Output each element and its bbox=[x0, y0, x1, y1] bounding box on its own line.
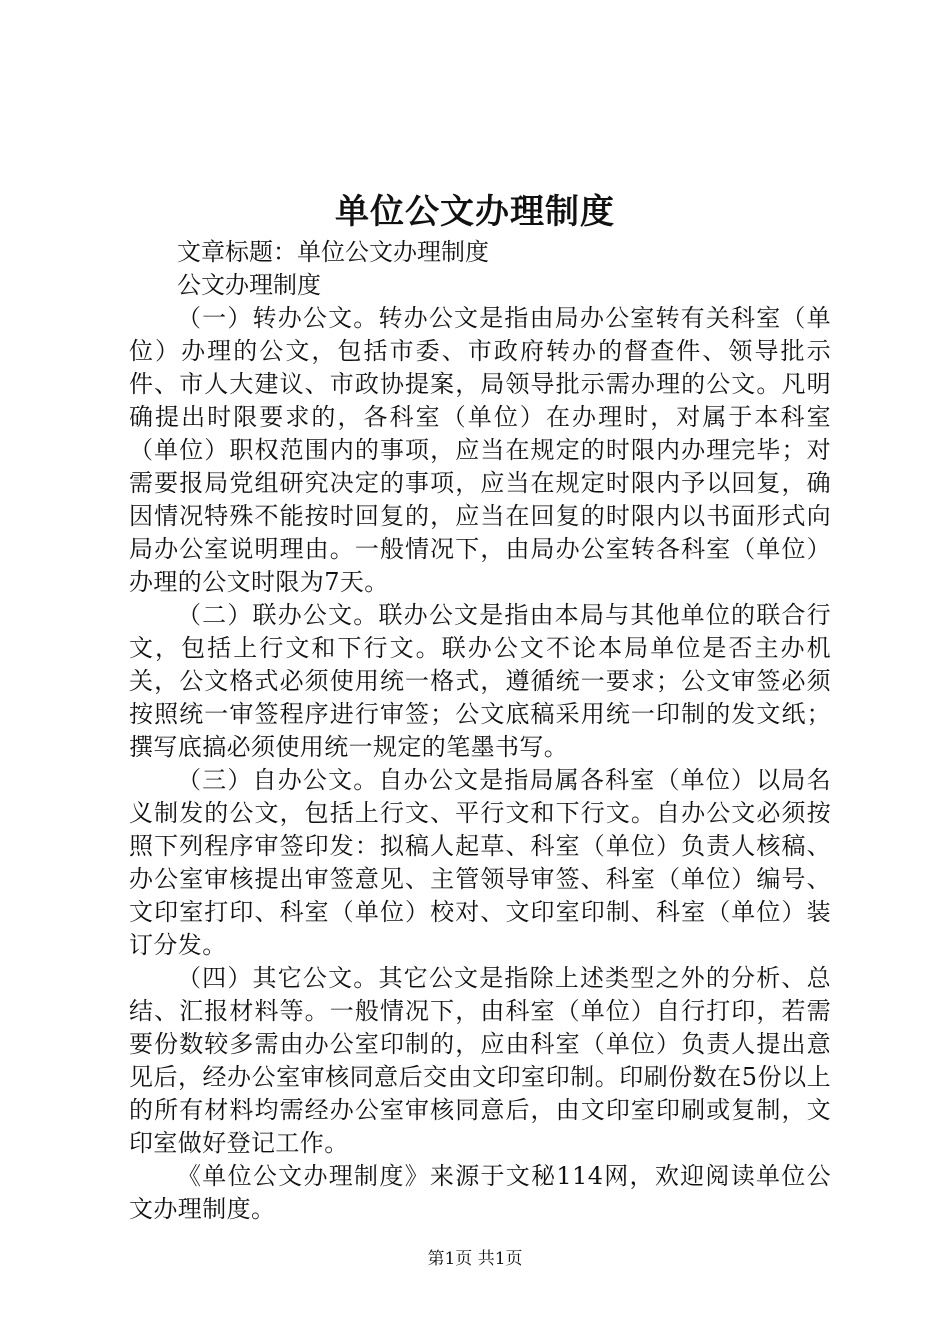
document-title: 单位公文办理制度 bbox=[335, 192, 615, 232]
paragraph-self-issued-documents: （三）自办公文。自办公文是指局属各科室（单位）以局名义制发的公文，包括上行文、平行文和下行文。自办公文必须按照下列程序审签印发：拟稿人起草、科室（单位）负责人核稿、办公室审核提出审签意见、主管领导审签、科室（单位）编号、文印室打印、科室（单位）校对、文印室印制、科室（单位）装订分发。 bbox=[129, 766, 831, 959]
section-heading: 公文办理制度 bbox=[177, 271, 321, 299]
paragraph-source-note: 《单位公文办理制度》来源于文秘114网，欢迎阅读单位公文办理制度。 bbox=[129, 1162, 831, 1223]
paragraph-transfer-documents: （一）转办公文。转办公文是指由局办公室转有关科室（单位）办理的公文，包括市委、市政府转办的督查件、领导批示件、市人大建议、市政协提案，局领导批示需办理的公文。凡明确提出时限要求的，各科室（单位）在办理时，对属于本科室（单位）职权范围内的事项，应当在规定的时限内办理完毕；对需要报局党组研究决定的事项，应当在规定时限内予以回复，确因情况特殊不能按时回复的，应当在回复的时限内以书面形式向局办公室说明理由。一般情况下，由局办公室转各科室（单位）办理的公文时限为7天。 bbox=[129, 304, 831, 596]
document-body bbox=[129, 236, 831, 1226]
article-title-line: 文章标题：单位公文办理制度 bbox=[177, 238, 489, 266]
paragraph-joint-documents: （二）联办公文。联办公文是指由本局与其他单位的联合行文，包括上行文和下行文。联办公文不论本局单位是否主办机关，公文格式必须使用统一格式，遵循统一要求；公文审签必须按照统一审签程序进行审签；公文底稿采用统一印制的发文纸；撰写底搞必须使用统一规定的笔墨书写。 bbox=[129, 601, 831, 761]
page-footer: 第1页 共1页 bbox=[427, 1249, 523, 1269]
paragraph-other-documents: （四）其它公文。其它公文是指除上述类型之外的分析、总结、汇报材料等。一般情况下，由科室（单位）自行打印，若需要份数较多需由办公室印制的，应由科室（单位）负责人提出意见后，经办公室审核同意后交由文印室印制。印刷份数在5份以上的所有材料均需经办公室审核同意后，由文印室印刷或复制，文印室做好登记工作。 bbox=[129, 964, 831, 1157]
